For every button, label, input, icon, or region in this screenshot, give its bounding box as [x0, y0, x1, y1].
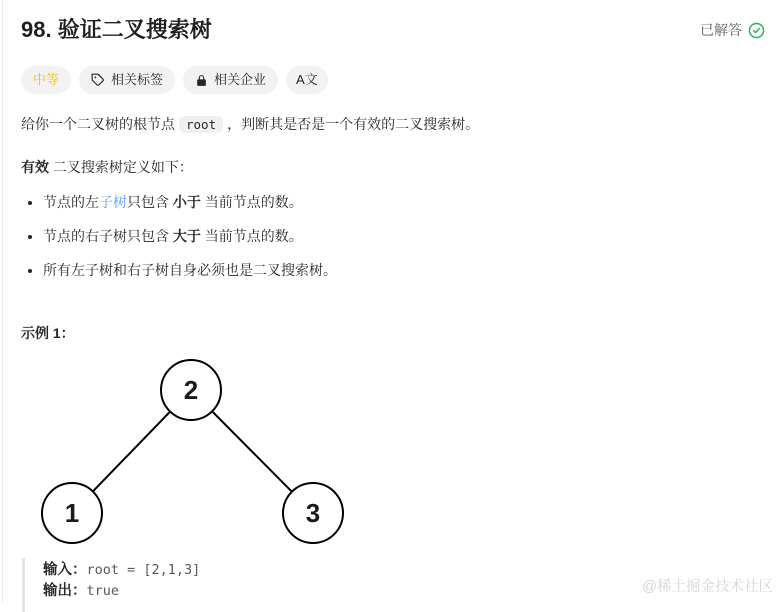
rule2-bold: 大于	[172, 228, 201, 244]
difficulty-badge[interactable]: 中等	[21, 66, 71, 94]
related-companies-label: 相关企业	[214, 72, 267, 87]
definition-bold: 有效	[21, 159, 49, 175]
translate-toggle-badge[interactable]	[286, 66, 328, 94]
community-watermark: @稀土掘金技术社区	[642, 579, 773, 595]
problem-header	[21, 14, 767, 46]
intro-text-before: 给你一个二叉树的根节点	[21, 116, 175, 132]
rule1-post: 当前节点的数。	[200, 194, 303, 210]
related-tags-label: 相关标签	[111, 72, 164, 87]
panel-divider	[2, 0, 3, 602]
rule3-text: 所有左子树和右子树自身必须也是二叉搜索树。	[43, 262, 337, 278]
svg-text:1: 1	[64, 498, 80, 528]
rule1-text: 节点的左	[43, 194, 99, 210]
solved-status-label: 已解答	[700, 22, 742, 38]
svg-text:3: 3	[305, 498, 321, 528]
lock-icon	[195, 74, 208, 87]
example-heading: 示例 1：	[21, 325, 75, 341]
page-title: 98. 验证二叉搜索树	[21, 17, 212, 42]
related-companies-badge[interactable]	[183, 66, 278, 94]
input-value: root = [2,1,3]	[86, 562, 201, 578]
rule-item-recursive	[43, 260, 767, 280]
related-tags-badge[interactable]	[79, 66, 175, 94]
translate-icon: A文	[296, 72, 318, 87]
tree-node	[42, 483, 102, 543]
subtree-link[interactable]: 子树	[99, 194, 127, 210]
definition-line	[21, 156, 767, 178]
solved-status[interactable]	[700, 20, 767, 40]
intro-text-after: ，判断其是否是一个有效的二叉搜索树。	[227, 116, 480, 132]
output-value: true	[86, 583, 120, 599]
root-code-chip: root	[179, 116, 223, 133]
rule-item-left-subtree	[43, 192, 767, 212]
tree-node	[161, 360, 221, 420]
rule-item-right-subtree	[43, 226, 767, 246]
rule2-text: 节点的右子树只包含	[43, 228, 173, 244]
badge-row	[21, 66, 767, 94]
input-label: 输入：	[43, 562, 87, 578]
bst-rules-list	[21, 192, 767, 280]
svg-text:2: 2	[183, 375, 199, 405]
tag-icon	[91, 73, 105, 87]
check-circle-icon	[748, 22, 765, 39]
tree-node	[283, 483, 343, 543]
rule1-mid: 只包含	[127, 194, 173, 210]
definition-rest: 二叉搜索树定义如下：	[49, 159, 193, 175]
output-label: 输出：	[43, 583, 87, 599]
rule2-post: 当前节点的数。	[200, 228, 303, 244]
tree-svg	[21, 353, 371, 545]
rule1-bold: 小于	[172, 194, 201, 210]
intro-paragraph	[21, 113, 767, 136]
